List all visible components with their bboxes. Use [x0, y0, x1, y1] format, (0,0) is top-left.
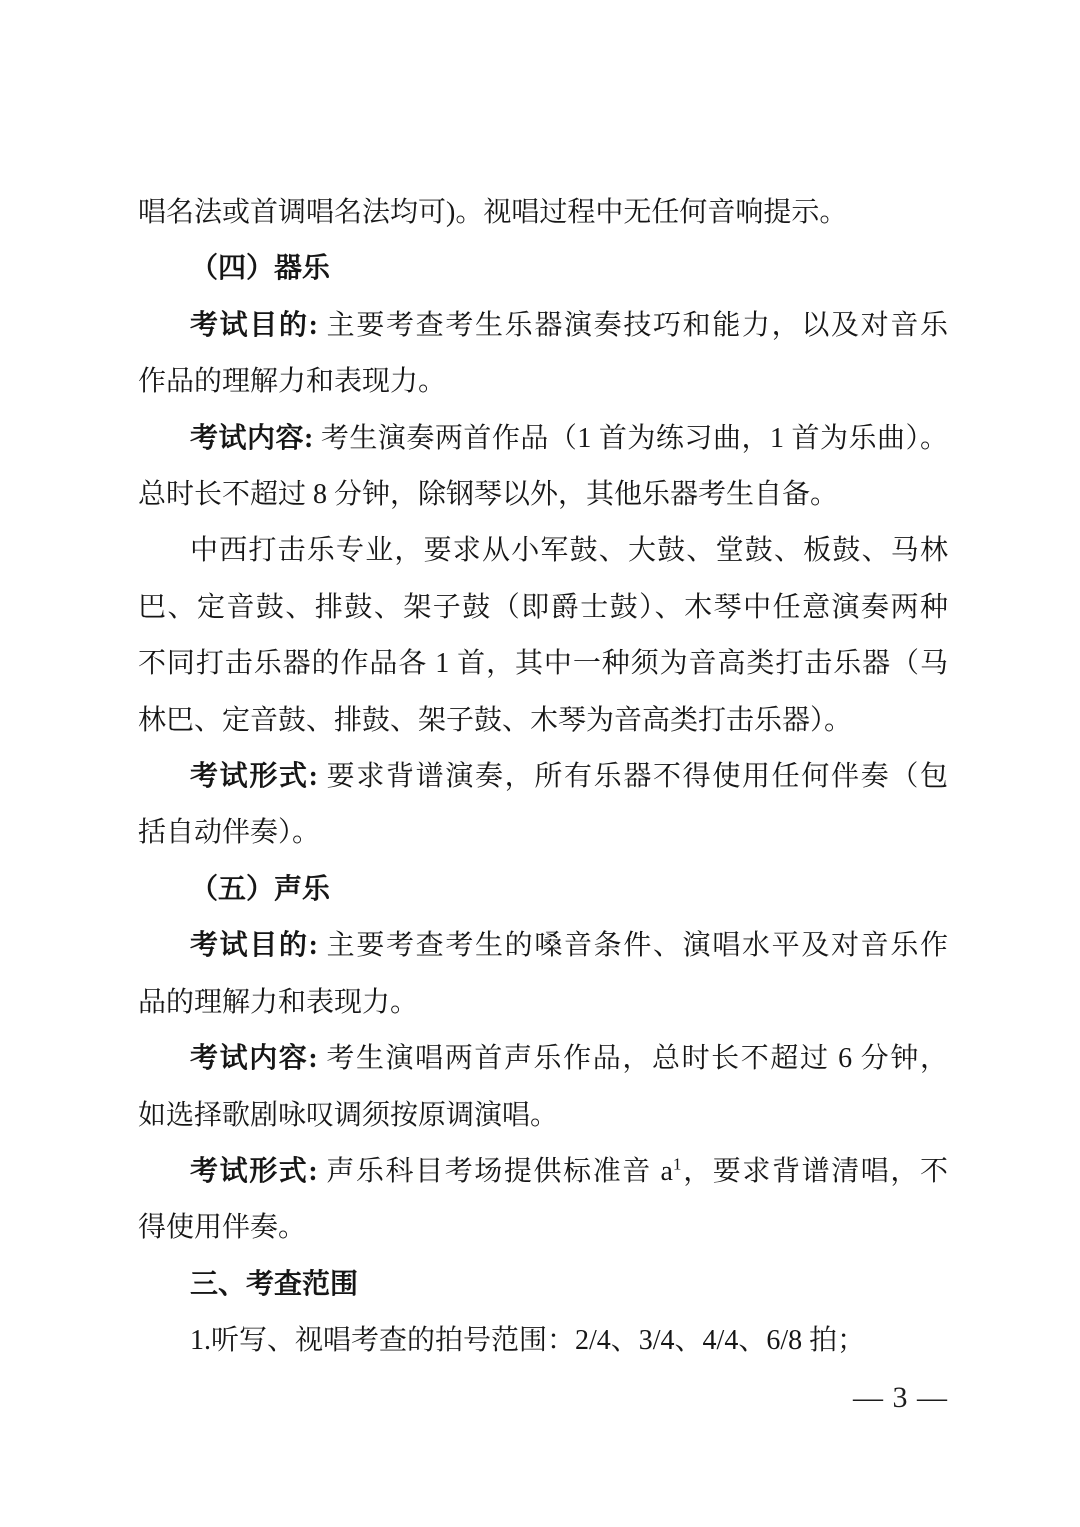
- text-line: [138, 975, 948, 1031]
- bold-text-segment: （五）声乐: [190, 873, 331, 905]
- text-segment: 要求背谱演奏，所有乐器不得使用任何伴奏（包: [326, 761, 948, 793]
- text-segment: 声乐科目考场提供标准音 a: [326, 1155, 673, 1187]
- text-line: [138, 354, 948, 410]
- bold-text-segment: 三、考查范围: [190, 1268, 359, 1300]
- text-segment: 唱名法或首调唱名法均可)。视唱过程中无任何音响提示。: [138, 197, 848, 228]
- text-segment: 作品的理解力和表现力。: [138, 366, 447, 398]
- text-segment: 考生演奏两首作品（1 首为练习曲，1 首为乐曲）。: [320, 422, 948, 454]
- text-segment: 主要考查考生的嗓音条件、演唱水平及对音乐作: [326, 930, 948, 962]
- page-number: — 3 —: [853, 1381, 948, 1414]
- text-segment: 中西打击乐专业，要求从小军鼓、大鼓、堂鼓、板鼓、马林: [190, 535, 948, 567]
- text-segment: 林巴、定音鼓、排鼓、架子鼓、木琴为音高类打击乐器）。: [138, 704, 853, 736]
- bold-text-segment: 考试目的:: [190, 930, 327, 962]
- text-line: [138, 1313, 948, 1369]
- text-segment: 得使用伴奏。: [138, 1212, 307, 1244]
- text-line: [138, 241, 948, 297]
- text-line: [138, 185, 948, 241]
- text-line: [138, 411, 948, 467]
- text-segment: 如选择歌剧咏叹调须按原调演唱。: [138, 1099, 559, 1131]
- text-line: [138, 693, 948, 749]
- text-line: [138, 1144, 948, 1200]
- document-body: [138, 185, 948, 1370]
- text-segment: 不同打击乐器的作品各 1 首，其中一种须为音高类打击乐器（马: [138, 648, 948, 680]
- text-line: [138, 298, 948, 354]
- bold-text-segment: 考试形式:: [190, 761, 327, 793]
- text-segment: 主要考查考生乐器演奏技巧和能力，以及对音乐: [326, 309, 948, 341]
- text-line: [138, 862, 948, 918]
- text-segment: 考生演唱两首声乐作品，总时长不超过 6 分钟，: [326, 1043, 948, 1075]
- text-line: [138, 918, 948, 974]
- bold-text-segment: 考试内容:: [190, 422, 321, 454]
- bold-text-segment: 考试内容:: [190, 1043, 327, 1075]
- text-segment: 总时长不超过 8 分钟，除钢琴以外，其他乐器考生自备。: [138, 479, 839, 511]
- bold-text-segment: 考试形式:: [190, 1155, 327, 1187]
- text-segment: 品的理解力和表现力。: [138, 986, 419, 1018]
- text-line: [138, 1257, 948, 1313]
- bold-text-segment: （四）器乐: [190, 253, 331, 285]
- text-line: [138, 523, 948, 579]
- text-line: [138, 580, 948, 636]
- text-segment: ，要求背谱清唱，不: [681, 1155, 948, 1187]
- text-line: [138, 1088, 948, 1144]
- text-segment: 巴、定音鼓、排鼓、架子鼓（即爵士鼓）、木琴中任意演奏两种: [138, 591, 948, 623]
- text-line: [138, 1200, 948, 1256]
- text-segment: 1.听写、视唱考查的拍号范围：2/4、3/4、4/4、6/8 拍；: [190, 1325, 866, 1357]
- text-segment: 括自动伴奏）。: [138, 817, 321, 849]
- bold-text-segment: 考试目的:: [190, 309, 327, 341]
- text-line: [138, 749, 948, 805]
- text-line: [138, 636, 948, 692]
- text-line: [138, 1031, 948, 1087]
- text-line: [138, 805, 948, 861]
- superscript-note: 1: [672, 1154, 682, 1174]
- text-line: [138, 467, 948, 523]
